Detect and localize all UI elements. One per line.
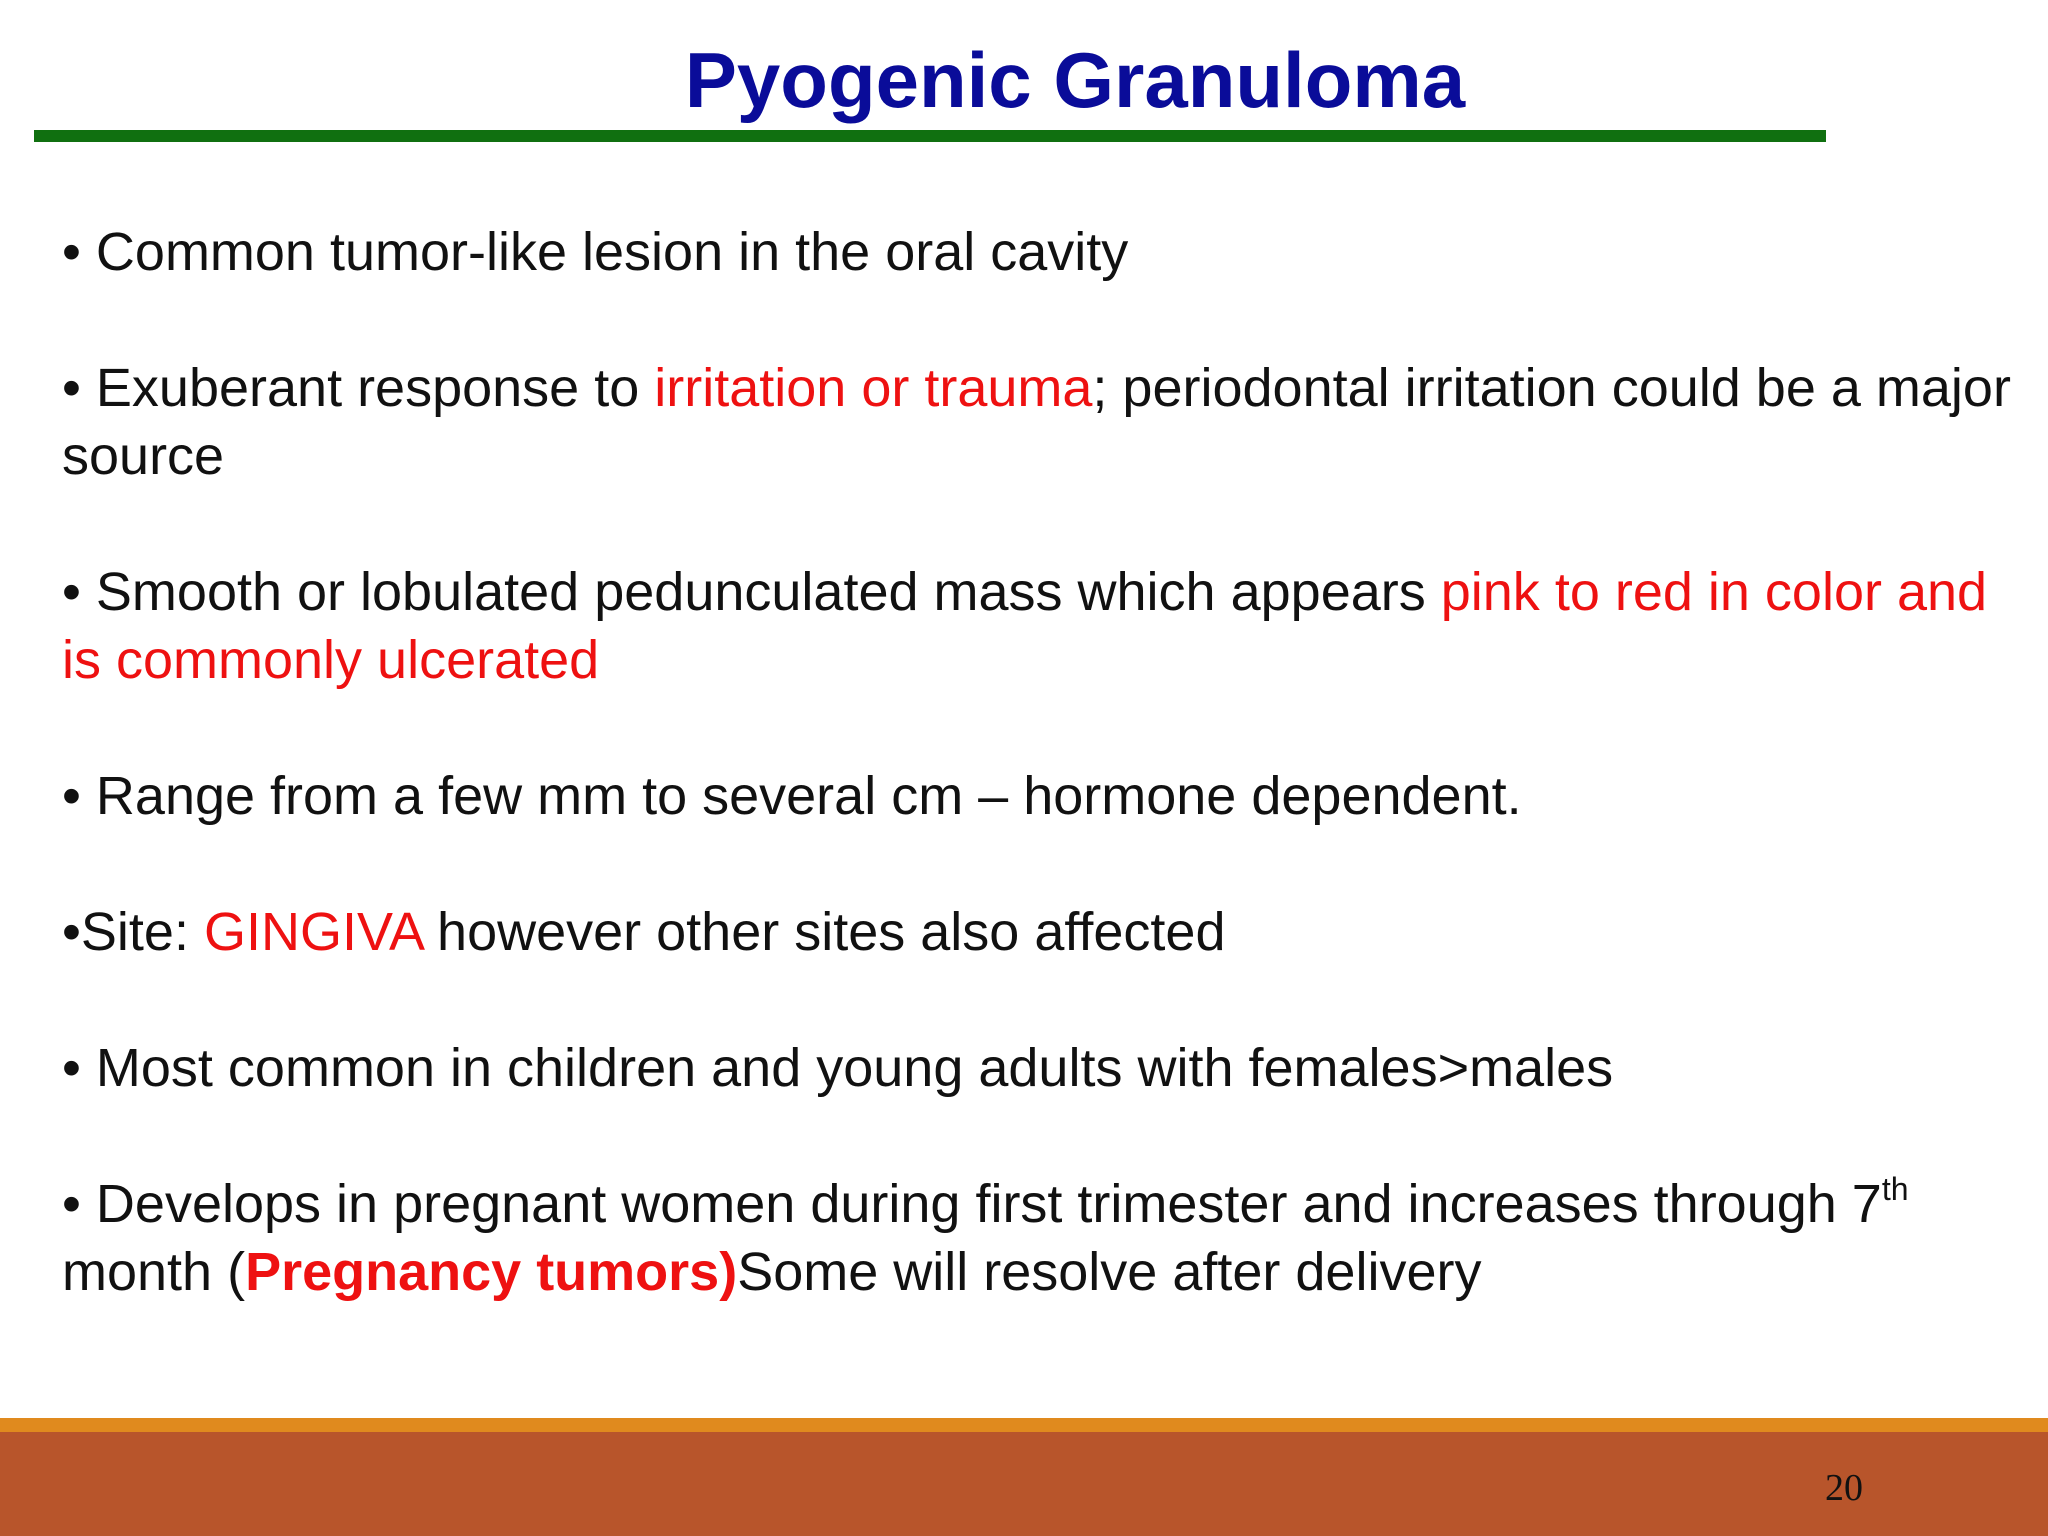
slide-title: Pyogenic Granuloma xyxy=(684,36,1466,124)
bullet-item xyxy=(62,1034,2022,1102)
bullet-item xyxy=(62,218,2022,286)
bullet-text: however other sites also affected xyxy=(422,902,1226,962)
bullet-text: ; periodontal irritation could be a major source xyxy=(62,358,2011,486)
bullet-text: • Common tumor-like lesion in the oral cavity xyxy=(62,222,1129,282)
bullet-item xyxy=(62,762,2022,830)
footer-band xyxy=(0,1432,2048,1536)
bullet-item xyxy=(62,1170,2022,1306)
bullet-item xyxy=(62,558,2022,694)
bullet-item xyxy=(62,898,2022,966)
title-underline xyxy=(34,130,1826,142)
highlight-text: irritation or trauma xyxy=(654,358,1093,418)
bullet-text: • Range from a few mm to several cm – hormone dependent. xyxy=(62,766,1522,826)
bullet-text: month ( xyxy=(62,1242,246,1302)
highlight-text: Pregnancy tumors) xyxy=(245,1242,738,1302)
bullet-item xyxy=(62,354,2022,490)
footer-stripe xyxy=(0,1418,2048,1432)
bullet-text: • Develops in pregnant women during first trimester and increases through 7 xyxy=(62,1174,1882,1234)
bullet-list xyxy=(62,218,2022,1306)
superscript-text: th xyxy=(1881,1171,1909,1207)
bullet-text: •Site: xyxy=(62,902,204,962)
bullet-text: • Most common in children and young adults with females>males xyxy=(62,1038,1614,1098)
bullet-text: • Exuberant response to xyxy=(62,358,655,418)
page-number: 20 xyxy=(1825,1467,1863,1509)
bullet-text: • Smooth or lobulated pedunculated mass which appears xyxy=(62,562,1441,622)
highlight-text: pink to red in color and is commonly ulcerated xyxy=(62,562,1988,690)
highlight-text: GINGIVA xyxy=(203,902,423,962)
bullet-text: Some will resolve after delivery xyxy=(737,1242,1482,1302)
